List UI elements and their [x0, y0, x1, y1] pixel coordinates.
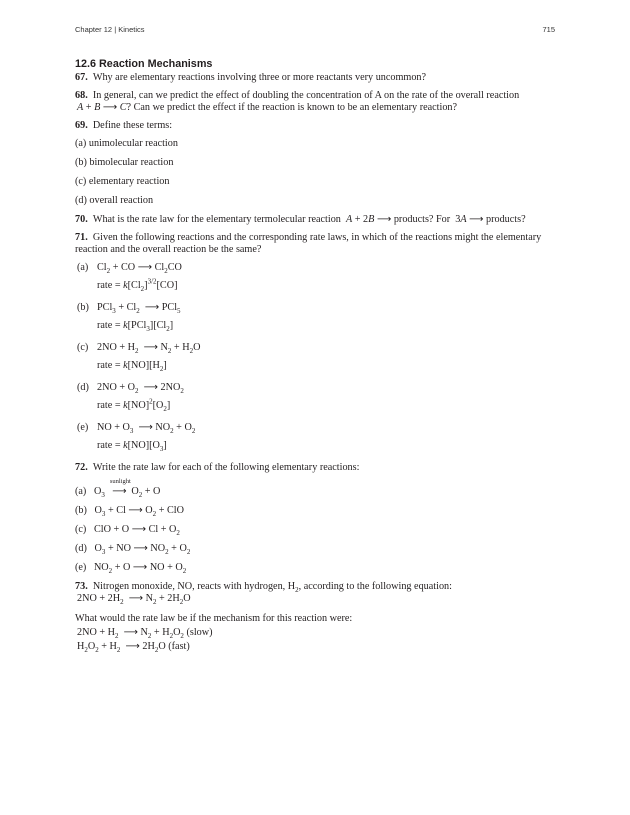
question-68: 68. In general, can we predict the effect of doubling the concentration of A on the rate of the overall reaction A + B ⟶ C? Can we predict the effect if the reaction is known to be an elementary reaction? [75, 90, 520, 113]
term-item: (b) bimolecular reaction [75, 157, 174, 168]
reaction-72e: (e) $NO_2 + O$ ⟶ NO + $O_2$ [75, 562, 187, 576]
term-item: (a) unimolecular reaction [75, 138, 178, 149]
reaction-72b: (b) $O_3 + Cl$ ⟶ $O_2$ + ClO [75, 505, 184, 519]
reaction-72c: (c) ClO + O ⟶ $Cl + O_2$ [75, 524, 180, 538]
question-69: 69. Define these terms: [75, 120, 173, 131]
section-title: 12.6 Reaction Mechanisms [75, 58, 213, 70]
reaction-72d: (d) $O_3$ + NO ⟶ $NO_2 + O_2$ [75, 543, 191, 557]
reaction-72a: (a) $O_3$ sunlight ⟶ $O_2 + O$ [75, 478, 161, 500]
reaction-71a: (a) $Cl_2$ + CO ⟶ $Cl_2CO$ rate = $k[Cl_2]^{3/2}[CO]$ [77, 262, 182, 294]
term-item: (c) elementary reaction [75, 176, 170, 187]
reaction-71e: (e) NO + $O_3$ ⟶ $NO_2 + O_2$ rate = $k[NO][O_3]$ [77, 422, 196, 454]
running-header: Chapter 12 | Kinetics [75, 25, 145, 34]
question-70: 70. What is the rate law for the elementary termolecular reaction A + 2B ⟶ products? For 3A ⟶ products? [75, 214, 526, 225]
question-71: 71. Given the following reactions and the corresponding rate laws, in which of the reactions might the elementary reaction and the overall reaction be the same? [75, 232, 542, 255]
reaction-71c: (c) $2NO + H_2$ ⟶ $N_2 + H_2O$ rate = $k[NO][H_2]$ [77, 342, 201, 374]
page-number: 715 [542, 25, 555, 34]
mechanism-block: What would the rate law be if the mechanism for this reaction were: $2NO + H_2$ ⟶ $N_2 + H_2O_2$ (slow) $H_2O_2 + H_2$ ⟶ $2H_2O$ (fast) [75, 613, 353, 655]
question-72: 72. Write the rate law for each of the following elementary reactions: [75, 462, 360, 473]
reaction-71d: (d) $2NO + O_2$ ⟶ $2NO_2$ rate = $k[NO]^2[O_2]$ [77, 382, 184, 414]
question-67: 67. Why are elementary reactions involving three or more reactants very uncommon? [75, 72, 427, 83]
question-73: 73. Nitrogen monoxide, NO, reacts with hydrogen, $H_2$, according to the following equation: $2NO + 2H_2$ ⟶ $N_2 + 2H_2O$ [75, 581, 452, 607]
reaction-71b: (b) $PCl_3 + Cl_2$ ⟶ PCl$_5$ rate = $k[PCl_3][Cl_2]$ [77, 302, 181, 334]
equation-a-plus-b: A + B ⟶ C [77, 102, 127, 113]
term-item: (d) overall reaction [75, 195, 154, 206]
page-content [75, 58, 555, 655]
